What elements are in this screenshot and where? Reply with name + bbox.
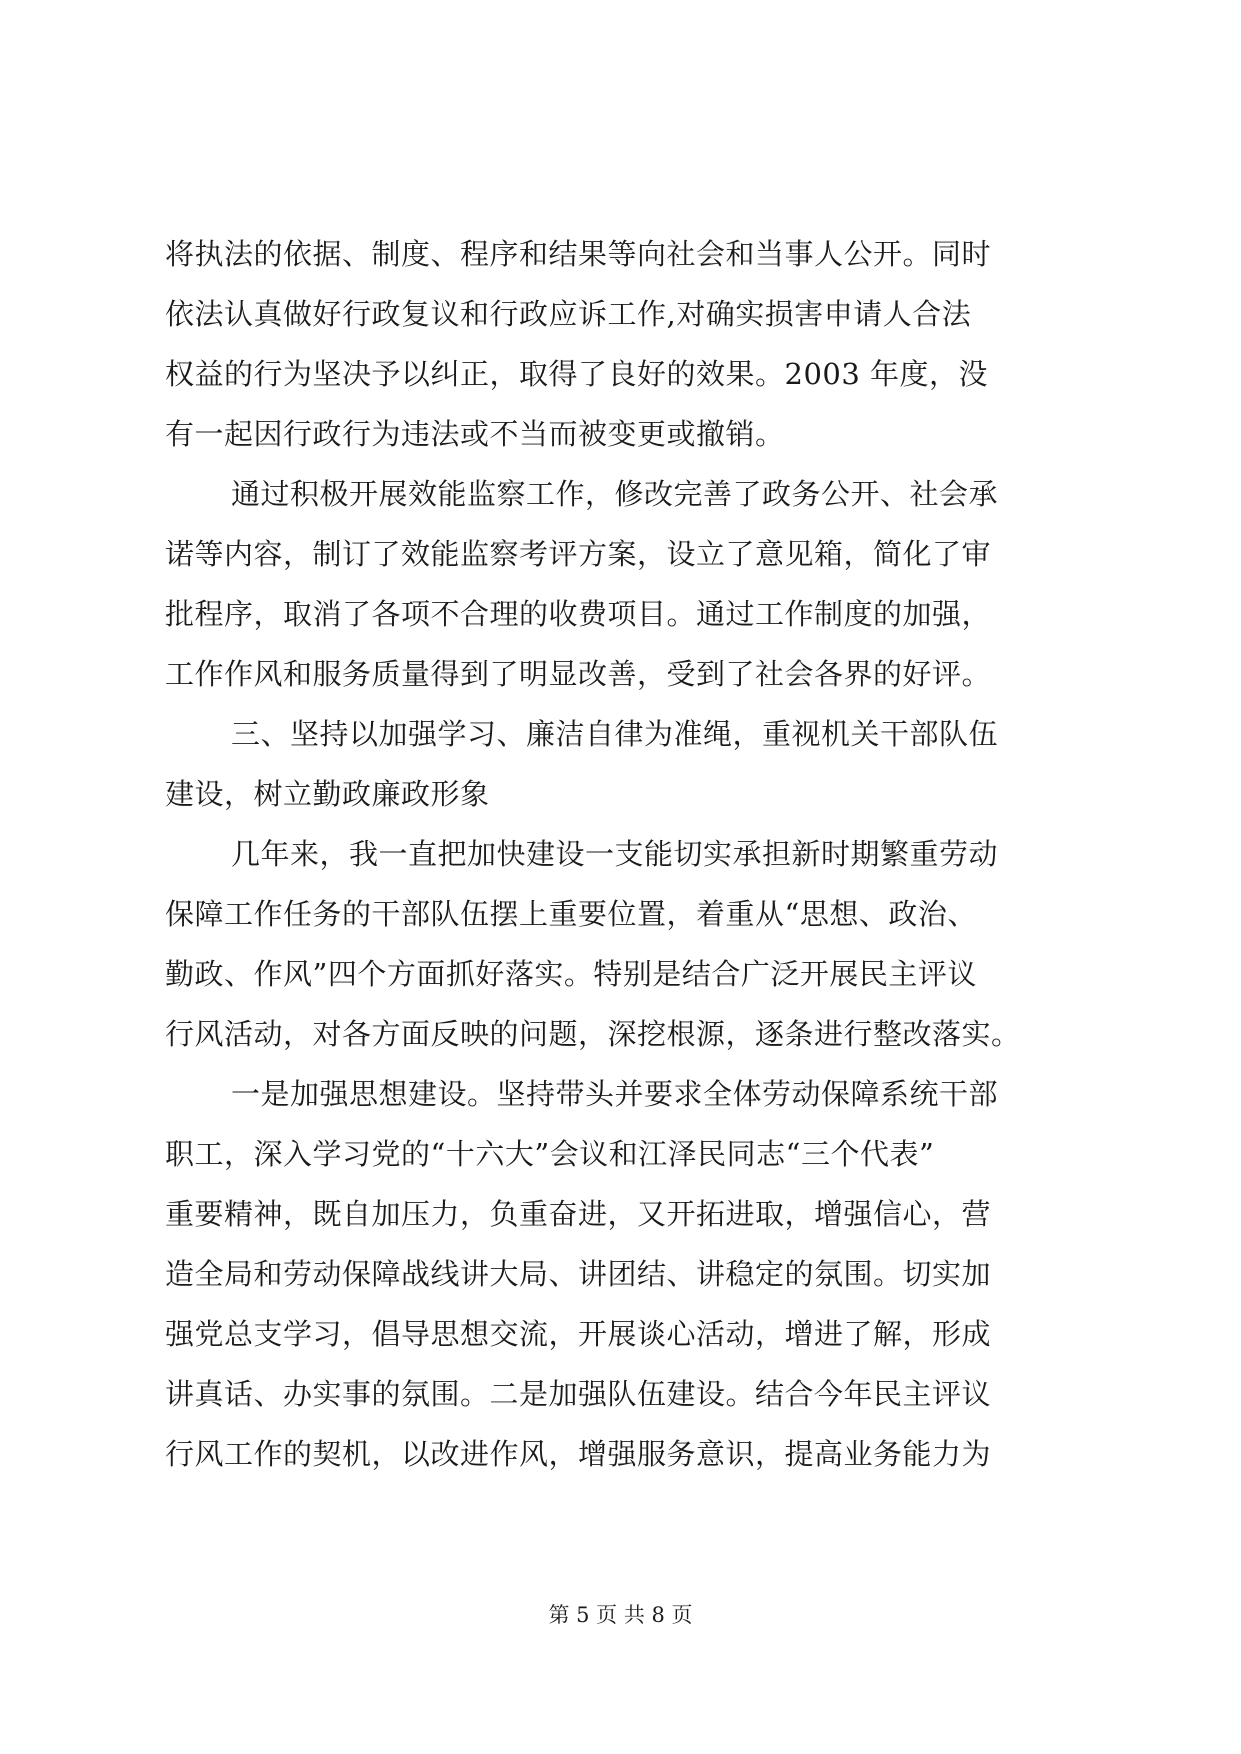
text-line: 有一起因行政行为违法或不当而被变更或撤销。 <box>165 417 785 451</box>
text-line: 职工，深入学习党的“十六大”会议和江泽民同志“三个代表” <box>165 1137 935 1171</box>
text-line: 强党总支学习，倡导思想交流，开展谈心活动，增进了解，形成 <box>165 1317 992 1351</box>
text-line: 通过积极开展效能监察工作，修改完善了政务公开、社会承 <box>231 477 999 511</box>
text-line: 依法认真做好行政复议和行政应诉工作,对确实损害申请人合法 <box>165 297 972 331</box>
section-heading-line: 三、坚持以加强学习、廉洁自律为准绳，重视机关干部队伍 <box>231 717 999 751</box>
text-line: 勤政、作风”四个方面抓好落实。特别是结合广泛开展民主评议 <box>165 957 977 991</box>
body-text <box>165 224 1095 1484</box>
text-line: 讲真话、办实事的氛围。二是加强队伍建设。结合今年民主评议 <box>165 1377 992 1411</box>
text-line: 诺等内容，制订了效能监察考评方案，设立了意见箱，简化了审 <box>165 537 992 571</box>
text-line: 批程序，取消了各项不合理的收费项目。通过工作制度的加强， <box>165 597 992 631</box>
text-line: 权益的行为坚决予以纠正，取得了良好的效果。2003 年度，没 <box>165 357 989 391</box>
page-number-footer: 第 5 页 共 8 页 <box>548 1603 693 1627</box>
text-line: 几年来，我一直把加快建设一支能切实承担新时期繁重劳动 <box>231 837 999 871</box>
section-heading-line: 建设，树立勤政廉政形象 <box>165 777 490 811</box>
text-line: 行风工作的契机，以改进作风，增强服务意识，提高业务能力为 <box>165 1437 992 1471</box>
text-line: 行风活动，对各方面反映的问题，深挖根源，逐条进行整改落实。 <box>165 1017 1021 1051</box>
text-line: 将执法的依据、制度、程序和结果等向社会和当事人公开。同时 <box>165 237 992 271</box>
text-line: 重要精神，既自加压力，负重奋进，又开拓进取，增强信心，营 <box>165 1197 992 1231</box>
text-line: 一是加强思想建设。坚持带头并要求全体劳动保障系统干部 <box>231 1077 999 1111</box>
text-line: 工作作风和服务质量得到了明显改善，受到了社会各界的好评。 <box>165 657 992 691</box>
text-line: 造全局和劳动保障战线讲大局、讲团结、讲稳定的氛围。切实加 <box>165 1257 992 1291</box>
text-line: 保障工作任务的干部队伍摆上重要位置，着重从“思想、政治、 <box>165 897 977 931</box>
